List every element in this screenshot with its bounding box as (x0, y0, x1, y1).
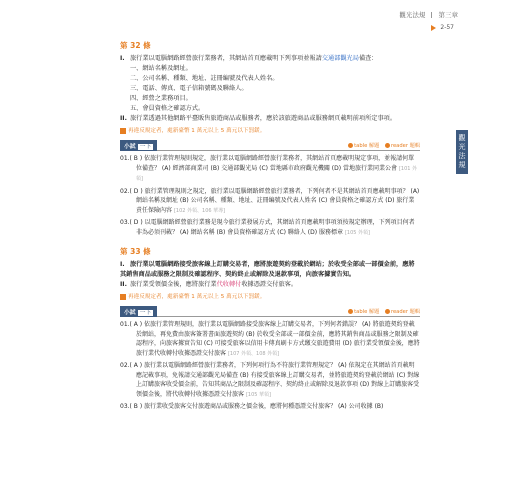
penalty-note: 再違反規定者，處新臺幣 1 萬元以上 5 萬元以下罰鍰。 (120, 126, 420, 134)
penalty-icon (120, 128, 126, 134)
quiz-question: 01.( A ) 依旅行業管理規則，旅行業以電腦網路接受旅客線上訂購交易者，下列何者錯誤？ (A) 將旅遊契約登載於網站，再免費由旅客簽署書面旅遊契約 (B) 於收受全部或一部價金前，應將其銷售商品或服務之限制及確認程序，向旅客據實告知 (C) 可接受旅客以信用卡傳真刷卡方式繳交旅遊費用 (D) 旅行業受領價金後，應將旅行業代收轉付收據憑證交付旅客 [107 外領、108 外領] (120, 321, 420, 357)
header-separator (431, 12, 432, 18)
penalty-note: 再違反規定者，處新臺幣 1 萬元以上 5 萬元以下罰鍰。 (120, 292, 420, 300)
article-32-items (120, 64, 420, 114)
list-item: 四、經營之業務項目。 (130, 95, 192, 102)
article-32-title: 第 32 條 (120, 41, 151, 50)
table-icon (348, 309, 353, 314)
quiz-tags: table 解題 reader 題輯 (344, 142, 420, 149)
quiz-tab: 小試 一下 (120, 140, 157, 151)
quiz-tab: 小試 一下 (120, 306, 157, 317)
quiz-header (120, 304, 420, 317)
running-header (399, 10, 458, 19)
header-title: 觀光法規 (399, 11, 426, 19)
main-content (120, 40, 420, 415)
list-item: 三、電話、傳真、電子信箱號碼及聯絡人。 (130, 85, 248, 92)
quiz-question: 03.( B ) 旅行業收受旅客交付旅遊商品或服務之價金後，應將何種憑證交付旅客？ (A) 公司收據 (B) (120, 403, 384, 410)
article-33-paragraph-1: I. 旅行業以電腦網路接受旅客線上訂購交易者，應將旅遊契約登載於網站；於收受全部或一部價金前，應將其銷售商品或服務之限制及確認程序、契約終止或解除及退款事項，向旅客據實告知。 (120, 261, 415, 278)
list-item: 一、網站名稱及網址。 (130, 65, 192, 72)
article-32-paragraph-1: I. 旅行業以電腦網路經營旅行業務者，其網站首頁應載明下列事項並報請交通部觀光局備查： (120, 55, 378, 62)
roman-numeral: II. (120, 115, 127, 122)
header-chapter: 第三章 (438, 11, 458, 19)
page-number-text: 2-57 (440, 24, 454, 31)
roman-numeral: I. (120, 261, 125, 268)
quiz-header (120, 138, 420, 151)
list-item: 五、會員資格之確認方式。 (130, 105, 205, 112)
reader-icon (385, 309, 390, 314)
quiz-question: 03.( D ) 以電腦網路經營旅行業務是現今旅行業發展方式，其網站首頁應載明事項須按規定辦理，下列項目何者非為必須刊載？ (A) 網站名稱 (B) 會員資格確認方式 (C) 聯絡人 (D) 服務標章 [105 外領] (120, 219, 415, 236)
article-33-title: 第 33 條 (120, 247, 151, 256)
quiz-tags: table 解題 reader 題輯 (344, 308, 420, 315)
quiz-question: 01.( B ) 依旅行業管理規則規定，旅行業以電腦網路經營旅行業務者，其網站首頁應載明規定事項，並報請何單位備查？ (A) 經濟部商業司 (B) 交通部觀光局 (C) 當地縣市政府觀光機關 (D) 當地旅行業同業公會 [101 外領] (120, 155, 418, 182)
highlight-term: 代收轉付 (216, 281, 242, 288)
arrow-icon (431, 25, 436, 31)
reader-icon (385, 143, 390, 148)
article-33-paragraph-2: II. 旅行業受領價金後，應將旅行業代收轉付收據憑證交付旅客。 (120, 281, 298, 288)
table-icon (348, 143, 353, 148)
roman-numeral: I. (120, 55, 125, 62)
penalty-icon (120, 294, 126, 300)
chapter-side-tab: 觀光法規 (456, 130, 468, 174)
quiz-question: 02.( D ) 旅行業管理規則之規定，旅行業以電腦網路經營旅行業務者，下列何者不是其網站首頁應載明事項？ (A) 網站名稱及網址 (B) 公司名稱、種類、地址、註冊編號及代表人姓名 (C) 會員資格之確認方式 (D) 旅行業責任保險內容 [102 外領、106 華導] (120, 187, 420, 214)
quiz-question: 02.( A ) 旅行業以電腦網路經營旅行業務者，下列何項行為不符旅行業管理規定？ (A) 依規定在其網站首頁載明應記載事項，免報請交通部觀光局備查 (B) 有接受旅客線上訂購交易者，並將旅遊契約登載於網站 (C) 對線上訂購旅客收受價金前，告知其商品之限制及確認程序、契約終止或解除及退款事項 (D) 對線上訂購旅客受領價金後，將代收轉付收據憑證交付旅客 [105 華領] (120, 362, 420, 398)
highlight-authority: 交通部觀光局 (321, 55, 359, 62)
list-item: 二、公司名稱、種類、地址、註冊編號及代表人姓名。 (130, 75, 279, 82)
roman-numeral: II. (120, 281, 127, 288)
article-32-paragraph-2: II. 旅行業透過其他網路平臺販售旅遊商品或服務者，應於該旅遊商品或服務網頁載明前項所定事項。 (120, 115, 397, 122)
page-number (431, 24, 454, 31)
